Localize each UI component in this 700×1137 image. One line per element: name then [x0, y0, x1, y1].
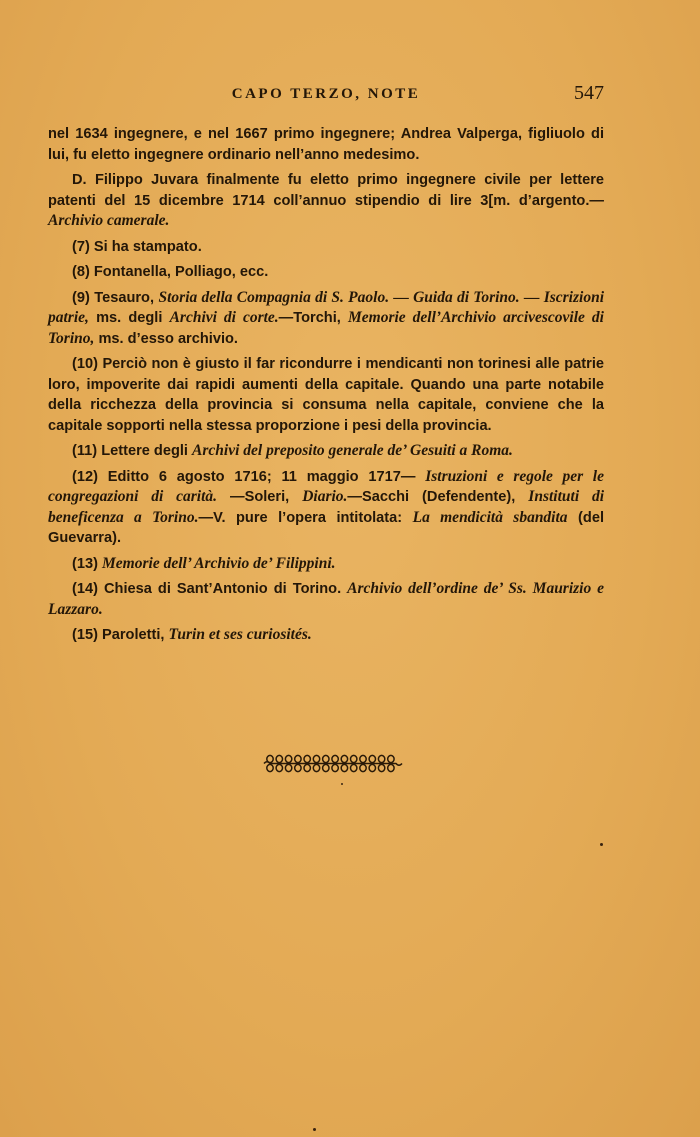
note-text: —Torchi, — [278, 310, 341, 326]
note-text: (9) Tesauro, — [72, 289, 155, 306]
note-15 — [48, 625, 604, 646]
notes-body — [48, 124, 604, 651]
citation-italic: Memorie dell’ Archivio de’ Filippini. — [102, 554, 336, 572]
ornament-loop — [351, 755, 357, 762]
paragraph-text: D. Filippo Juvara finalmente fu eletto primo ingegnere civile per lettere patenti del 15 dicembre 1714 coll’annuo stipendio di lire 3[m. d’argento.— — [48, 172, 604, 209]
ornament-loop — [369, 764, 375, 771]
note-8 — [48, 262, 604, 283]
citation-italic: Istruzioni e regole per le congregazioni di carità. — [48, 467, 604, 505]
citation-italic: Turin et ses curiosités. — [168, 626, 312, 643]
ornament-loop — [323, 755, 329, 762]
ornament-loop — [304, 755, 310, 762]
note-text: (del Guevarra). — [48, 509, 604, 546]
ornament-loop — [276, 755, 282, 762]
citation-italic: Archivio camerale. — [48, 212, 170, 229]
ornament-loop — [332, 764, 338, 771]
ornament-loop — [295, 755, 301, 762]
note-text: (7) Si ha stampato. — [72, 238, 202, 255]
continuation-paragraph — [48, 124, 604, 165]
print-speck — [341, 783, 343, 785]
ornament-loop — [388, 755, 394, 762]
ornament-loop — [267, 764, 273, 771]
note-text: (12) Editto 6 agosto 1716; 11 maggio 1717— — [72, 468, 416, 485]
citation-italic: Archivi del preposito generale de’ Gesuiti a Roma. — [192, 442, 513, 459]
note-13 — [48, 554, 604, 575]
ornament-loop — [304, 764, 310, 771]
ornament-loop — [369, 755, 375, 762]
citation-italic: Archivi di corte. — [169, 309, 279, 326]
ornament-loop — [360, 755, 366, 762]
note-text: (15) Paroletti, — [72, 627, 165, 643]
note-text: (13) — [72, 555, 98, 572]
print-speck — [313, 1128, 316, 1131]
ornament-loop — [285, 764, 291, 771]
citation-italic: Archivio dell’ordine de’ Ss. Maurizio e Lazzaro. — [48, 580, 604, 618]
note-9 — [48, 288, 604, 350]
ornament-loop — [323, 764, 329, 771]
ornament-loop — [341, 755, 347, 762]
ornament-loop — [378, 755, 384, 762]
citation-italic: Storia della Compagnia di S. Paolo. — Guida di Torino. — Iscrizioni patrie, — [48, 288, 604, 326]
ornament-loop — [332, 755, 338, 762]
ornament-loop — [351, 764, 357, 771]
note-text: ms. degli — [96, 310, 163, 326]
ornament-loop — [378, 764, 384, 771]
ornament-loop — [388, 764, 394, 771]
note-text: ms. d’esso archivio. — [98, 330, 238, 347]
ornament-loop — [341, 764, 347, 771]
ornament-loop — [360, 764, 366, 771]
note-text: —V. pure l’opera intitolata: — [198, 509, 403, 526]
paragraph-text: nel 1634 ingegnere, e nel 1667 primo ingegnere; Andrea Valperga, figliuolo di lui, fu eletto ingegnere ordinario nell’anno medesimo. — [48, 126, 604, 163]
page-number: 547 — [574, 82, 604, 104]
paragraph-juvara — [48, 170, 604, 232]
ornament-loop — [285, 755, 291, 762]
citation-italic: Instituti di beneficenza a Torino. — [48, 488, 604, 526]
note-12 — [48, 467, 604, 549]
print-speck — [600, 843, 603, 846]
note-text: —Sacchi (Defendente), — [347, 489, 516, 505]
ornament-loop — [295, 764, 301, 771]
note-7 — [48, 237, 604, 258]
note-text: —Soleri, — [230, 489, 290, 505]
note-text: (11) Lettere degli — [72, 443, 188, 459]
ornament-loop — [313, 755, 319, 762]
running-title: CAPO TERZO, NOTE — [231, 86, 421, 102]
note-14 — [48, 579, 604, 620]
note-text: (10) Perciò non è giusto il far ricondurre i mendicanti non torinesi alle patrie loro, impoverite dai rapidi aumenti della capitale. Quando una parte notabile della ricchezza della provincia si consuma nella capitale, conviene che la capitale sopporti nella stessa proporzione i pesi della provincia. — [48, 356, 604, 434]
page-header — [48, 82, 604, 108]
citation-italic: Diario. — [302, 488, 348, 505]
citation-italic: Memorie dell’Archivio arcivescovile di Torino, — [48, 309, 604, 347]
ornamental-rule — [262, 752, 404, 776]
ornament-loop — [313, 764, 319, 771]
note-text: (8) Fontanella, Polliago, ecc. — [72, 264, 269, 280]
ornament-loop — [276, 764, 282, 771]
note-text: (14) Chiesa di Sant’Antonio di Torino. — [72, 581, 342, 597]
citation-italic: La mendicità sbandita — [412, 508, 568, 526]
note-10 — [48, 354, 604, 436]
note-11 — [48, 441, 604, 462]
